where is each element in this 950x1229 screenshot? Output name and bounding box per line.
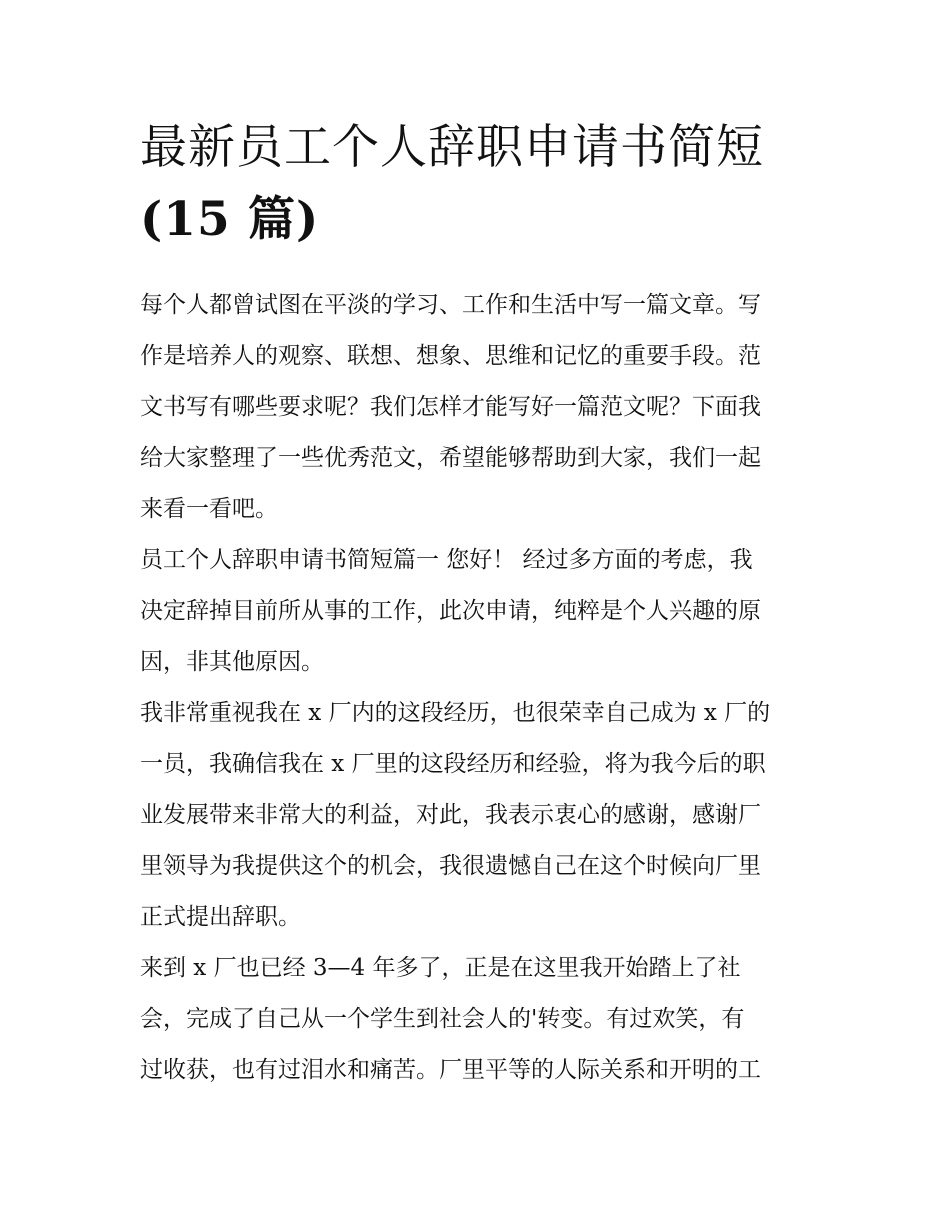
- body-line: 来到 x 厂也已经 3—4 年多了，正是在这里我开始踏上了社: [140, 955, 741, 981]
- body-line: 给大家整理了一些优秀范文，希望能够帮助到大家，我们一起: [140, 445, 761, 471]
- document-body: [140, 280, 830, 1096]
- body-line: 正式提出辞职。: [140, 904, 301, 930]
- body-line: 一员，我确信我在 x 厂里的这段经历和经验，将为我今后的职: [140, 751, 766, 777]
- body-line: 里领导为我提供这个的机会，我很遗憾自己在这个时候向厂里: [140, 853, 761, 879]
- body-line: 因，非其他原因。: [140, 649, 324, 675]
- body-line: 决定辞掉目前所从事的工作，此次申请，纯粹是个人兴趣的原: [140, 598, 761, 624]
- body-line: 作是培养人的观察、联想、想象、思维和记忆的重要手段。范: [140, 343, 761, 369]
- body-line: 来看一看吧。: [140, 496, 278, 522]
- title-line-2: (15 篇): [140, 192, 320, 247]
- body-line: 我非常重视我在 x 厂内的这段经历，也很荣幸自己成为 x 厂的: [140, 700, 771, 726]
- body-line: 业发展带来非常大的利益，对此，我表示衷心的感谢，感谢厂: [140, 802, 761, 828]
- title-line-1: 最新员工个人辞职申请书简短: [140, 120, 764, 175]
- body-line: 每个人都曾试图在平淡的学习、工作和生活中写一篇文章。写: [140, 292, 761, 318]
- document-title: [140, 112, 820, 256]
- body-line: 过收获，也有过泪水和痛苦。厂里平等的人际关系和开明的工: [140, 1057, 761, 1083]
- body-line: 员工个人辞职申请书简短篇一 您好！ 经过多方面的考虑，我: [140, 547, 753, 573]
- body-line: 会，完成了自己从一个学生到社会人的'转变。有过欢笑，有: [140, 1006, 745, 1032]
- body-line: 文书写有哪些要求呢？我们怎样才能写好一篇范文呢？下面我: [140, 394, 761, 420]
